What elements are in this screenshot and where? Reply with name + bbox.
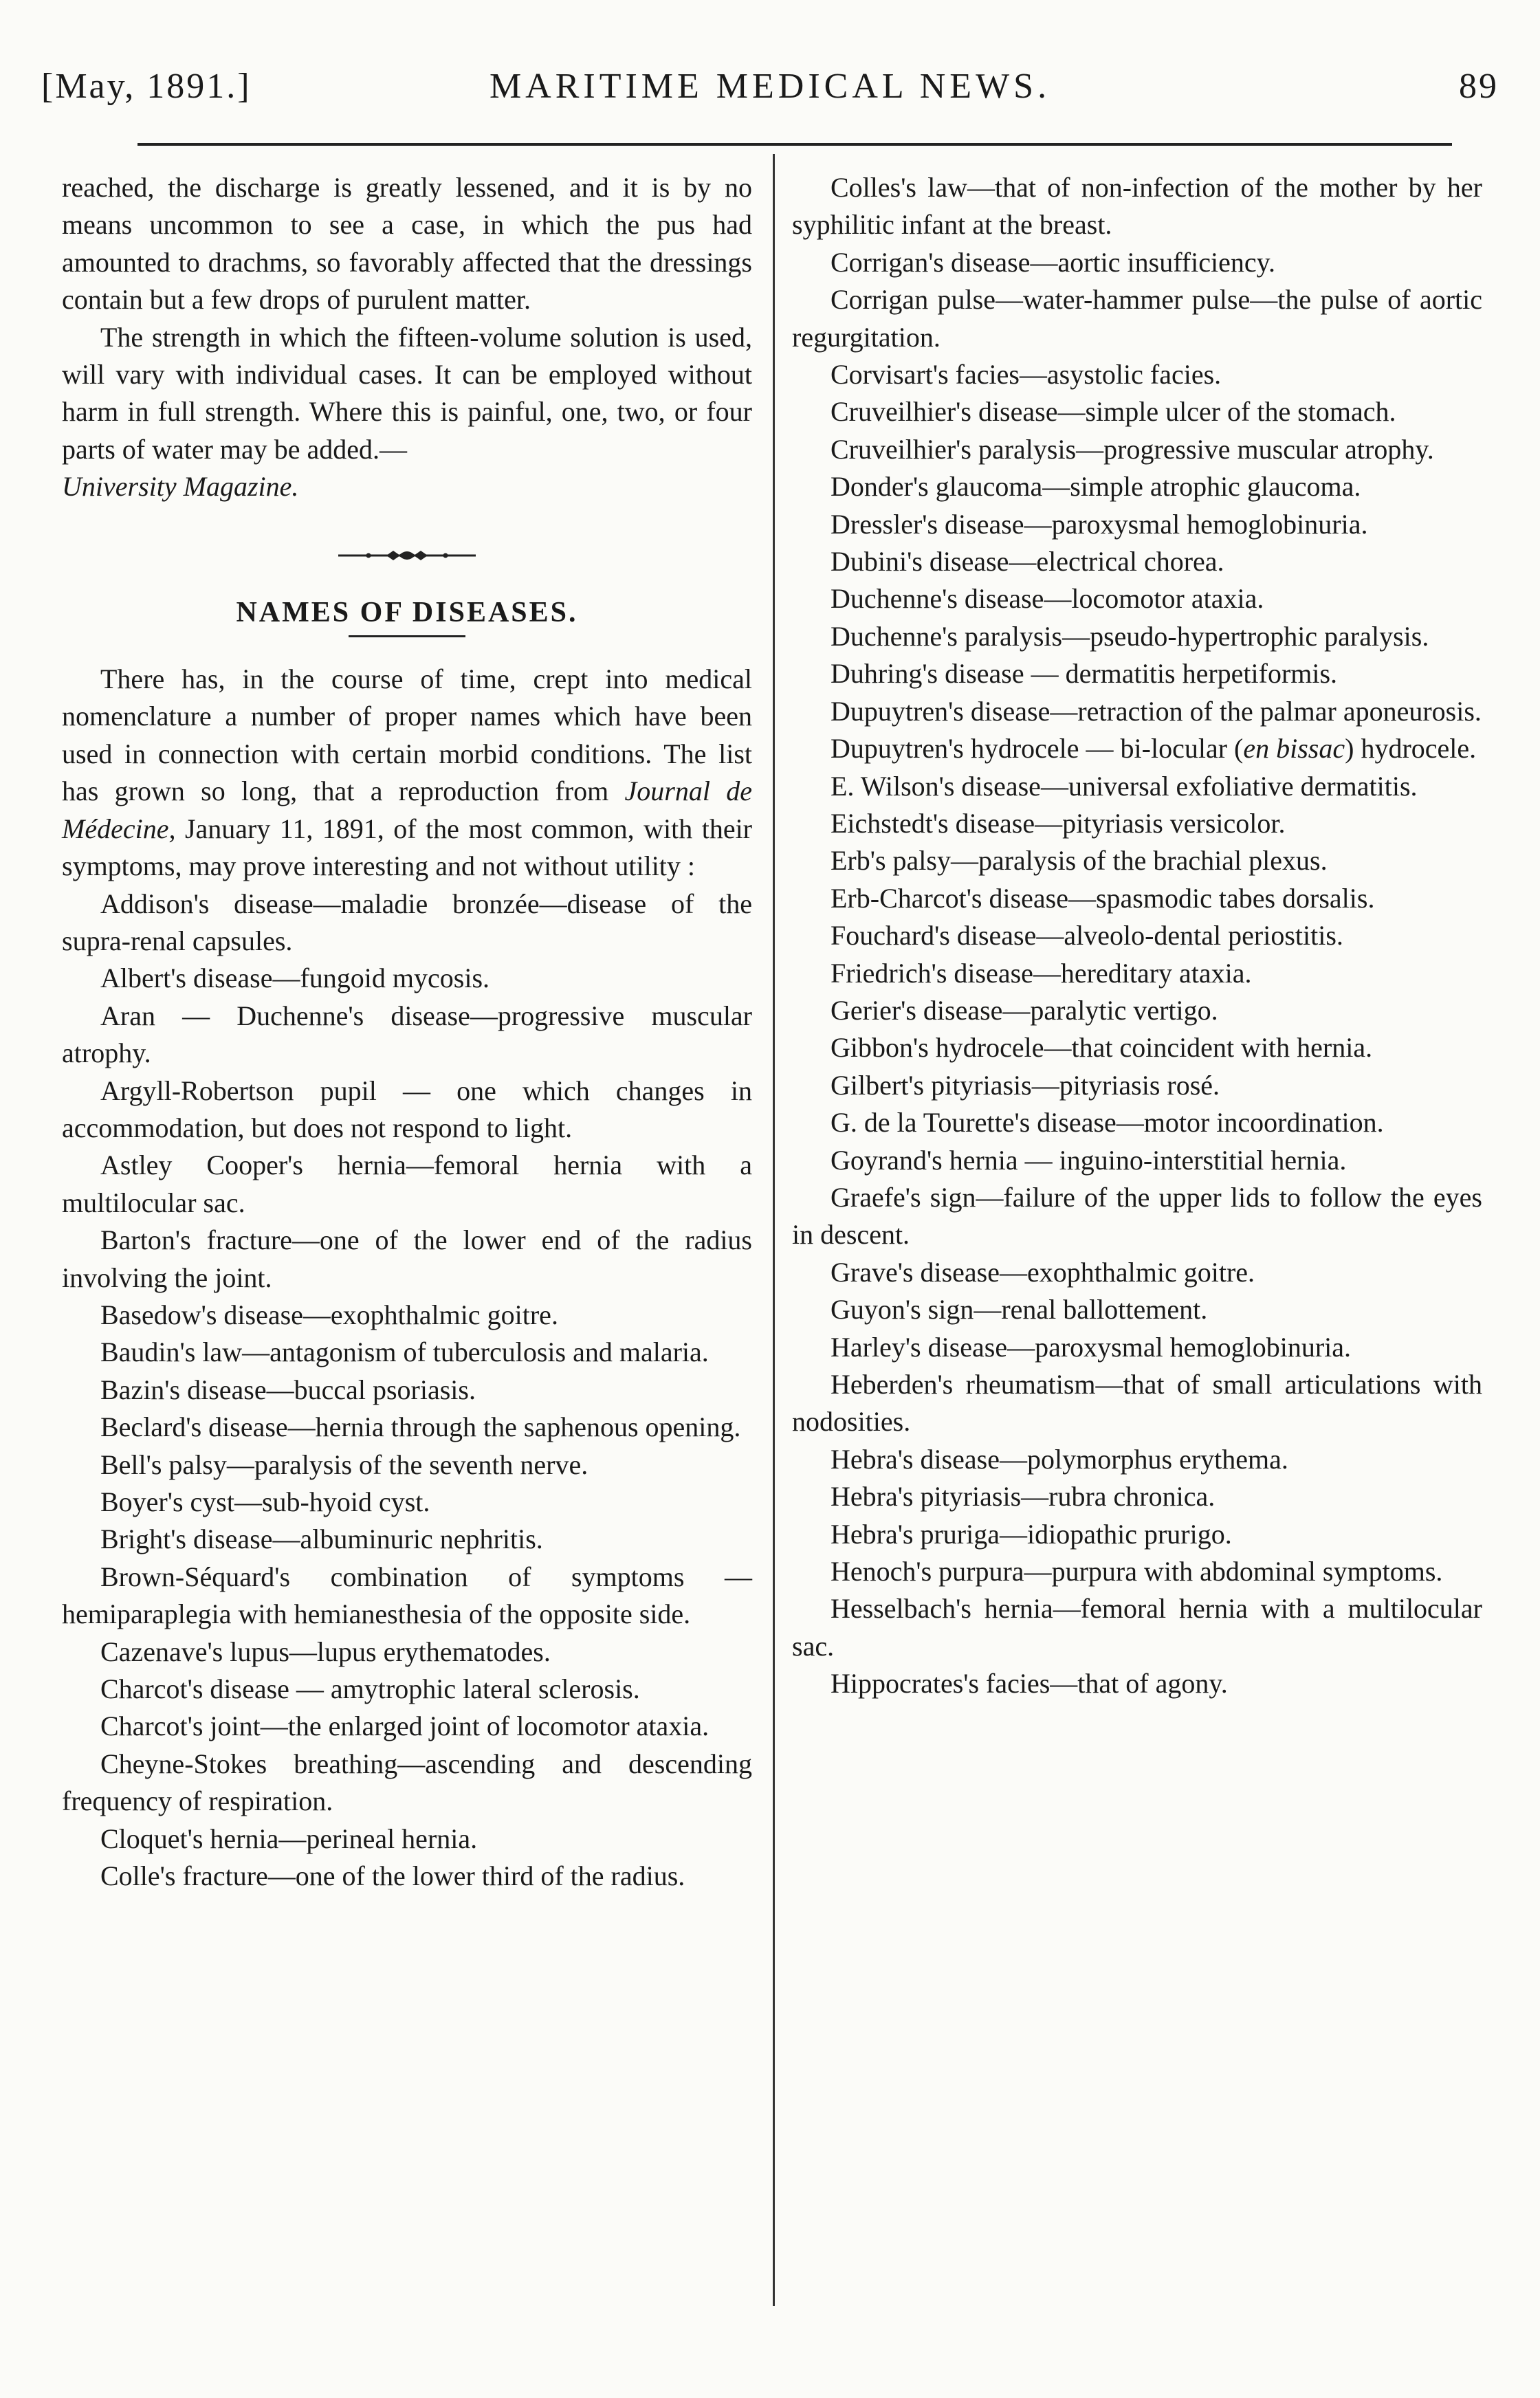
disease-entry: Grave's disease—exophthalmic goitre. [830, 1256, 1255, 1288]
page-header [41, 66, 1499, 121]
disease-entry: Friedrich's disease—hereditary ataxia. [830, 957, 1252, 989]
journal-reference: Journal de Médecine, [62, 776, 753, 844]
disease-entry: Gibbon's hydrocele—that coincident with hernia. [830, 1032, 1373, 1064]
section-ornament [62, 542, 752, 569]
disease-entry: Hesselbach's hernia—femoral hernia with a multilocular sac. [792, 1593, 1482, 1662]
disease-entry: Duchenne's disease—locomotor ataxia. [830, 583, 1264, 615]
disease-entry: Duhring's disease — dermatitis herpetiformis. [830, 658, 1338, 690]
left-column [62, 169, 752, 1895]
disease-entry: Donder's glaucoma—simple atrophic glaucoma. [830, 471, 1361, 503]
entry-after: ) hydrocele. [1345, 733, 1477, 764]
disease-entry: Goyrand's hernia — inguino-interstitial hernia. [830, 1144, 1347, 1176]
entry-before: Dupuytren's hydrocele — bi-locular ( [830, 733, 1244, 764]
section-title: NAMES OF DISEASES. [236, 596, 578, 628]
intro-text-after: January 11, 1891, of the most common, with their symptoms, may prove interesting and not without utility : [62, 813, 753, 882]
ornament-icon [338, 542, 476, 569]
intro-text-before: There has, in the course of time, crept into medical nomenclature a number of proper names which have been used in connection with certain morbid conditions. The list has grown so long, that a reproduction from [62, 663, 752, 807]
strength-paragraph [62, 319, 752, 506]
source-citation: University Magazine. [62, 471, 299, 503]
disease-entry: Cruveilhier's disease—simple ulcer of the stomach. [830, 396, 1396, 428]
disease-entry: Erb-Charcot's disease—spasmodic tabes dorsalis. [830, 882, 1375, 914]
column-divider [773, 154, 775, 2306]
disease-entry: Albert's disease—fungoid mycosis. [100, 962, 490, 994]
disease-entry: Dressler's disease—paroxysmal hemoglobinuria. [830, 508, 1368, 540]
disease-entry: Heberden's rheumatism—that of small articulations with nodosities. [792, 1369, 1482, 1438]
disease-entry: Corrigan's disease—aortic insufficiency. [830, 246, 1276, 278]
disease-entry: Aran — Duchenne's disease—progressive muscular atrophy. [62, 1000, 752, 1069]
section-title-rule [349, 635, 465, 637]
disease-entry [792, 730, 1482, 767]
disease-entry: Dupuytren's disease—retraction of the palmar aponeurosis. [830, 695, 1482, 727]
strength-text: The strength in which the fifteen-volume solution is used, will vary with individual cases. It can be employed without harm in full strength. Where this is painful, one, two, or four parts of water may be added.— [62, 321, 752, 465]
disease-entry: Gilbert's pityriasis—pityriasis rosé. [830, 1069, 1220, 1101]
right-column [792, 169, 1482, 1703]
disease-entry: E. Wilson's disease—universal exfoliative dermatitis. [830, 770, 1418, 802]
disease-entry: G. de la Tourette's disease—motor incoordination. [830, 1107, 1384, 1138]
entry-italic: en bissac [1243, 733, 1345, 764]
disease-entry: Barton's fracture—one of the lower end of the radius involving the joint. [62, 1224, 752, 1293]
journal-title: MARITIME MEDICAL NEWS. [489, 67, 1051, 106]
disease-entry: Hebra's pityriasis—rubra chronica. [830, 1481, 1216, 1512]
disease-entry: Addison's disease—maladie bronzée—disease of the supra-renal capsules. [62, 888, 752, 956]
disease-entry: Beclard's disease—hernia through the saphenous opening. [100, 1411, 741, 1443]
disease-entry: Brown-Séquard's combination of symptoms —hemiparaplegia with hemianesthesia of the opposite side. [62, 1561, 752, 1630]
disease-entry: Corvisart's facies—asystolic facies. [830, 359, 1222, 390]
intro-paragraph [62, 661, 752, 885]
disease-entry: Harley's disease—paroxysmal hemoglobinuria. [830, 1331, 1352, 1363]
disease-entry: Cruveilhier's paralysis—progressive muscular atrophy. [830, 433, 1434, 465]
disease-entry: Hebra's pruriga—idiopathic prurigo. [830, 1518, 1232, 1550]
disease-entry: Cheyne-Stokes breathing—ascending and descending frequency of respiration. [62, 1748, 752, 1817]
header-rule [138, 143, 1452, 146]
disease-entry: Bell's palsy—paralysis of the seventh nerve. [100, 1449, 588, 1480]
disease-entry: Argyll-Robertson pupil — one which changes in accommodation, but does not respond to light. [62, 1075, 752, 1143]
page-number: 89 [1459, 67, 1499, 106]
disease-entry: Colle's fracture—one of the lower third of the radius. [100, 1860, 685, 1892]
disease-entry: Charcot's disease — amytrophic lateral sclerosis. [100, 1673, 640, 1705]
disease-entry: Gerier's disease—paralytic vertigo. [830, 994, 1218, 1026]
disease-entry: Erb's palsy—paralysis of the brachial plexus. [830, 845, 1328, 877]
disease-entry: Bazin's disease—buccal psoriasis. [100, 1374, 476, 1405]
disease-entry: Eichstedt's disease—pityriasis versicolor. [830, 807, 1286, 839]
disease-entry: Fouchard's disease—alveolo-dental periostitis. [830, 920, 1343, 952]
disease-entry: Charcot's joint—the enlarged joint of locomotor ataxia. [100, 1710, 710, 1742]
issue-date: [May, 1891.] [41, 67, 252, 106]
disease-entry: Guyon's sign—renal ballottement. [830, 1294, 1208, 1326]
disease-entry: Hippocrates's facies—that of agony. [830, 1668, 1228, 1700]
disease-entry: Hebra's disease—polymorphus erythema. [830, 1443, 1288, 1475]
disease-entry: Duchenne's paralysis—pseudo-hypertrophic paralysis. [830, 620, 1429, 652]
disease-entry: Basedow's disease—exophthalmic goitre. [100, 1299, 558, 1330]
disease-entry: Henoch's purpura—purpura with abdominal symptoms. [830, 1556, 1443, 1587]
disease-entry: Boyer's cyst—sub-hyoid cyst. [100, 1486, 430, 1517]
disease-entry: Bright's disease—albuminuric nephritis. [100, 1524, 543, 1555]
disease-entry: Cloquet's hernia—perineal hernia. [100, 1823, 478, 1854]
right-disease-list [792, 169, 1482, 1703]
disease-entry: Baudin's law—antagonism of tuberculosis and malaria. [100, 1336, 709, 1368]
disease-entry: Cazenave's lupus—lupus erythematodes. [100, 1636, 551, 1667]
continued-paragraph: reached, the discharge is greatly lessened, and it is by no means uncommon to see a case, in which the pus had amounted to drachms, so favorably affected that the dressings contain but a few drops of purulent matter. [62, 172, 752, 316]
disease-entry: Corrigan pulse—water-hammer pulse—the pulse of aortic regurgitation. [792, 284, 1482, 353]
disease-entry: Astley Cooper's hernia—femoral hernia with a multilocular sac. [62, 1150, 752, 1218]
disease-entry: Dubini's disease—electrical chorea. [830, 546, 1224, 578]
disease-entry: Graefe's sign—failure of the upper lids to follow the eyes in descent. [792, 1181, 1482, 1251]
disease-entry: Colles's law—that of non-infection of the mother by her syphilitic infant at the breast. [792, 172, 1482, 241]
left-disease-list [62, 886, 752, 1895]
